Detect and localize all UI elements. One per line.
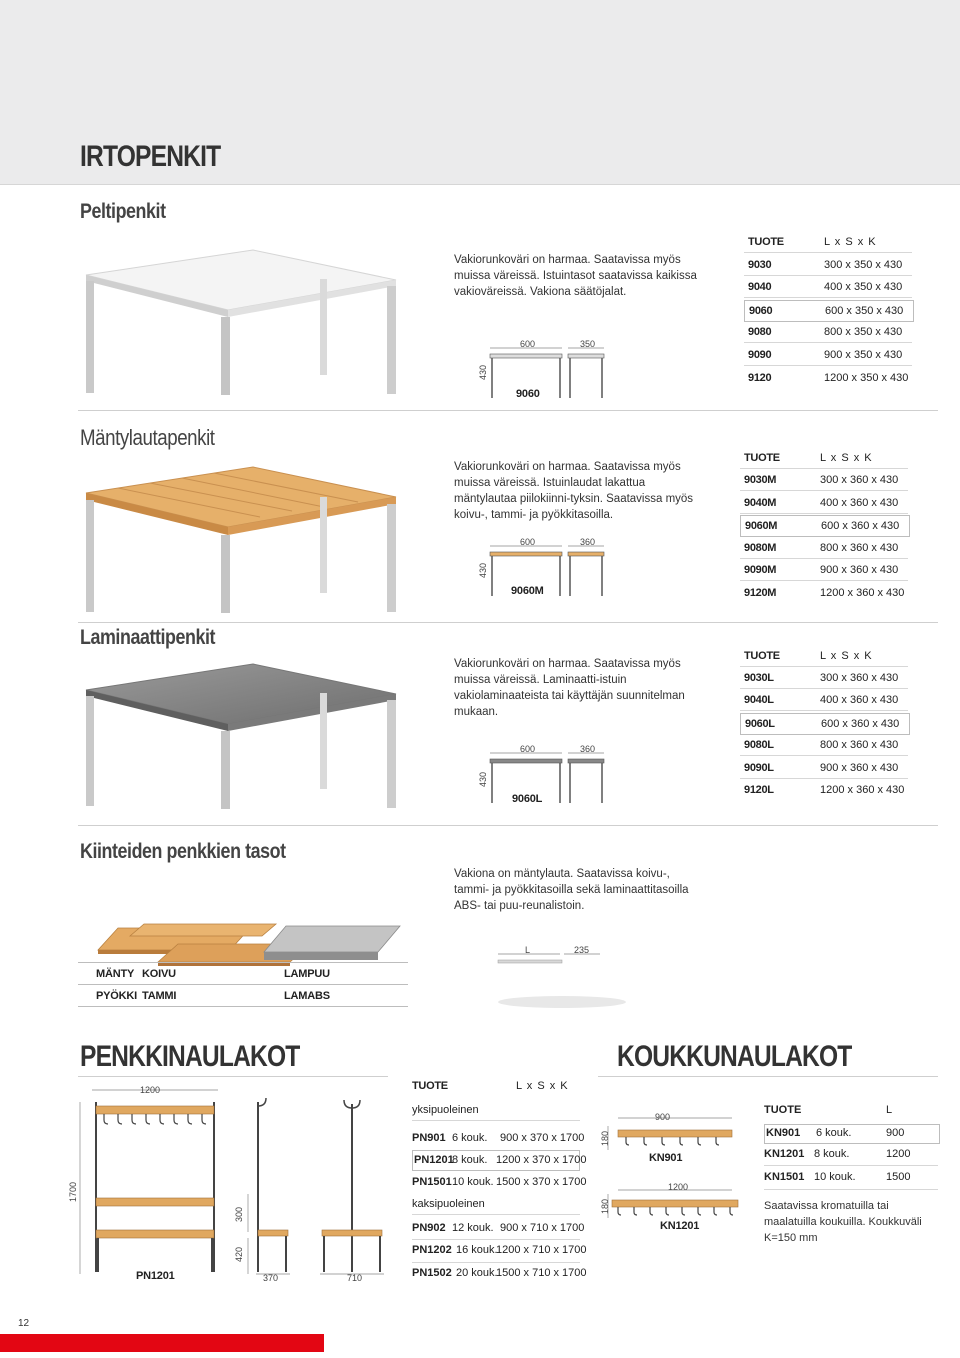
dim-depth-tasot: 235 [574,945,590,955]
dim-height-pelti: 430 [478,364,488,380]
table-row: KN1201 [764,1148,805,1160]
table-cell: 1200 x 710 x 1700 [496,1244,587,1256]
dim-180b: 180 [600,1198,610,1214]
table-cell: 900 [886,1127,905,1139]
table-cell: 6 kouk. [452,1132,488,1144]
table-row: PN1202 [412,1244,452,1256]
table-cell: 900 x 710 x 1700 [500,1222,585,1234]
section-divider [78,825,938,826]
description-tasot: Vakiona on mäntylauta. Saatavissa koivu-, tammi- ja pyökkitasoilla sekä laminaattitasoilla ABS- tai puu-reunalistoin. [454,868,689,912]
table-cell: 20 kouk. [456,1267,498,1279]
dim-height-penkkinaulakko: 1700 [68,1181,78,1202]
labels-divider-bottom [78,1006,408,1007]
table-row: KN901 [766,1127,801,1139]
table-cell: 900 x 370 x 1700 [500,1132,585,1144]
penkkinaulakko-diagram [60,1082,390,1292]
penkkinaulakot-underline [78,1076,388,1077]
table-cell: 8 kouk. [452,1154,488,1166]
table-row: 9030 300 x 350 x 430 [744,255,912,276]
table-header-dims: L x S x K [516,1080,569,1092]
table-row: 9120 1200 x 350 x 430 [748,372,909,384]
table-row: PN1201 [414,1154,454,1166]
table-cell: 12 kouk. [452,1222,494,1234]
table-row: PN901 [412,1132,446,1144]
table-cell: 1500 x 710 x 1700 [496,1267,587,1279]
table-row: PN1502 [412,1267,452,1279]
description-laminaatti: Vakiorunkoväri on harmaa. Saatavissa myös muissa väreissä. Laminaatti-istuin vakiolaminaateista tai käyttäjän suunnitelman mukaan. [454,658,685,718]
material-label-tammi: TAMMI [142,990,177,1002]
product-table-koukkunaulakot [764,1100,940,1244]
koukkunaulakot-underline [598,1076,938,1077]
table-row: 9080L 800 x 360 x 430 [740,735,908,756]
dim-width-penkkinaulakko: 1200 [140,1085,161,1095]
section-title-pelti: Peltipenkit [80,200,166,223]
table-row: 9030L 300 x 360 x 430 [740,668,908,689]
dim-depth-manty: 360 [580,537,596,547]
table-cell: 1500 x 370 x 1700 [496,1176,587,1188]
table-row-highlighted: 9060 600 x 350 x 430 [744,300,914,322]
product-table-laminaatti [740,646,908,806]
dim-length-tasot: L [525,945,531,955]
dimension-diagram-manty [480,533,620,603]
table-header: TUOTE L x S x K [740,448,908,469]
bench-image-pelti [78,235,398,395]
table-row: 9080 800 x 350 x 430 [744,322,912,343]
bench-image-manty [78,455,398,615]
table-row: 9090L 900 x 360 x 430 [740,758,908,779]
labels-divider-mid [78,984,408,985]
dim-180a: 180 [600,1130,610,1146]
product-table-pelti [744,232,912,392]
section-divider [78,410,938,411]
diagram-label-laminaatti: 9060L [512,793,543,805]
table-row: PN902 [412,1222,446,1234]
table-header: TUOTE L x S x K [740,646,908,667]
table-row-highlighted: 9060M 600 x 360 x 430 [740,515,910,537]
table-cell: 8 kouk. [814,1148,850,1160]
dim-710: 710 [347,1273,363,1283]
dim-370: 370 [263,1273,279,1283]
table-cell: 16 kouk. [456,1244,498,1256]
diagram-label-manty: 9060M [511,585,544,597]
dim-depth-laminaatti: 360 [580,744,596,754]
page-title: IRTOPENKIT [80,140,221,173]
table-header-dims: L [886,1104,893,1116]
section-title-laminaatti: Laminaattipenkit [80,626,216,649]
dim-300: 300 [234,1206,244,1222]
material-label-koivu: KOIVU [142,968,176,980]
table-row: PN1501 [412,1176,452,1188]
material-label-pyokki: PYÖKKI [96,990,137,1002]
group-label-kaksipuoleinen: kaksipuoleinen [412,1198,485,1210]
header-divider [0,184,960,185]
table-row-highlighted: 9060L 600 x 360 x 430 [740,713,910,735]
dim-width-manty: 600 [520,537,536,547]
table-cell: 1200 x 370 x 1700 [496,1154,587,1166]
material-label-lamabs: LAMABS [284,990,330,1002]
penkkinaulakot-title: PENKKINAULAKOT [80,1040,300,1073]
material-label-manty: MÄNTY [96,968,135,980]
description-pelti: Vakiorunkoväri on harmaa. Saatavissa myös muissa väreissä. Istuintasot saatavissa kaikissa vakioväreissä. Vakiona säätöjalat. [454,254,697,298]
diagram-label-pelti: 9060 [516,388,540,400]
table-cell: 10 kouk. [814,1171,856,1183]
table-row: 9120L 1200 x 360 x 430 [744,784,905,796]
table-cell: 1500 [886,1171,911,1183]
diagram-label-kn901: KN901 [649,1152,683,1164]
table-row: 9090M 900 x 360 x 430 [740,560,908,581]
table-header-code: TUOTE [764,1104,802,1116]
section-title-manty: Mäntylautapenkit [80,425,215,450]
table-row: 9040 400 x 350 x 430 [744,277,912,298]
table-row: 9090 900 x 350 x 430 [744,345,912,366]
description-manty: Vakiorunkoväri on harmaa. Saatavissa myös muissa väreissä. Istuinlaudat lakattua mäntylautaa piilokiinni-tyksin. Saatavissa myös koivu-, tammi- ja pyökkitasoilla. [454,461,694,521]
profile-diagram-tasot [492,944,632,1012]
dim-width-pelti: 600 [520,339,536,349]
dim-1200: 1200 [668,1182,689,1192]
koukkunaulakot-title: KOUKKUNAULAKOT [617,1040,852,1073]
product-table-manty [740,448,908,608]
table-row: 9080M 800 x 360 x 430 [740,538,908,559]
table-header: TUOTE L x S x K [744,232,912,253]
labels-divider-top [78,962,408,963]
table-row: 9120M 1200 x 360 x 430 [744,587,905,599]
note-koukkunaulakot: Saatavissa kromatuilla tai maalatuilla koukuilla. Koukkuväli K=150 mm [764,1200,922,1244]
diagram-label-kn1201: KN1201 [660,1220,700,1232]
dim-900: 900 [655,1112,671,1122]
dimension-diagram-pelti [480,335,620,405]
page-number: 12 [18,1318,30,1329]
accent-bar [0,1334,324,1352]
dim-width-laminaatti: 600 [520,744,536,754]
dimension-diagram-laminaatti [480,740,620,810]
table-cell: 1200 [886,1148,911,1160]
bench-image-laminaatti [78,650,398,810]
product-table-penkkinaulakot [412,1078,587,1288]
table-row: KN1501 [764,1171,805,1183]
table-header-code: TUOTE [412,1080,448,1092]
table-row: 9030M 300 x 360 x 430 [740,470,908,491]
material-label-lampuu: LAMPUU [284,968,330,980]
table-row: 9040L 400 x 360 x 430 [740,690,908,711]
section-divider [78,622,938,623]
dim-420: 420 [234,1246,244,1262]
group-label-yksipuoleinen: yksipuoleinen [412,1104,479,1116]
dim-height-manty: 430 [478,562,488,578]
table-row: 9040M 400 x 360 x 430 [740,493,908,514]
section-title-tasot: Kiinteiden penkkien tasot [80,840,286,863]
dim-height-laminaatti: 430 [478,771,488,787]
dim-depth-pelti: 350 [580,339,596,349]
table-cell: 6 kouk. [816,1127,852,1139]
diagram-label-pn1201: PN1201 [136,1270,175,1282]
table-cell: 10 kouk. [452,1176,494,1188]
